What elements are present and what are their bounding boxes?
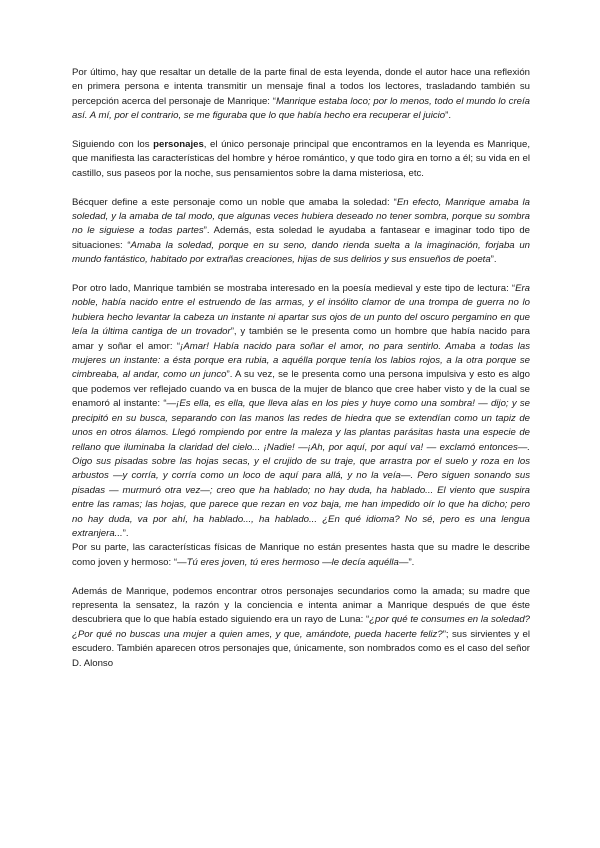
quotation-text: —¡Es ella, es ella, que lleva alas en los pies y huye como una sombra! — dijo; y se precipitó en su busca, separando con las manos las redes de hiedra que se extendían como un tapiz de unos en otros álamos. Llegó rompiendo por entre la maleza y las plantas parásitas hasta una especie de rellano que iluminaba la claridad del cielo... ¡Nadie! —¡Ah, por aquí, por aquí va! — exclamó entonces—. Oigo sus pisadas sobre las hojas secas, y el crujido de su traje, que arrastra por el suelo y roza en los arbustos —y corría, y corría como un loco de aquí para allá, y no la veía—. Pero siguen sonando sus pisadas — murmuró otra vez—; creo que ha hablado; no hay duda, ha hablado... El viento que suspira entre las ramas; las hojas, que parece que rezan en voz baja, me han impedido oír lo que ha dicho; pero no hay duda, va por ahí, ha hablado..., ha hablado... ¿En qué idioma? No sé, pero es una lengua extranjera... [72,398,530,539]
paragraph-text: ”. [490,254,497,266]
paragraph-text: Por su parte, las características físicas de Manrique no están presentes hasta que su madre le describe como joven y hermoso: “ [72,542,530,568]
quotation-text: En efecto, Manrique amaba la soledad, y la amaba de tal modo, que algunas veces hubiera deseado no tener sombra, porque su sombra no le siguiese a todas partes [72,196,531,237]
paragraph-text: ”. [445,110,451,122]
paragraph [72,282,530,541]
paragraph-text: ”. [408,556,415,568]
paragraph-text: ”, y también se le presenta como un hombre que había nacido para amar y soñar el amor: “ [72,326,531,352]
paragraph-text: ”; sus sirvientes y el escudero. También aparecen otros personajes que, únicamente, son nombrados como es el caso del señor D. Alonso [72,628,530,669]
paragraph-text: Por otro lado, Manrique también se mostraba interesado en la poesía medieval y este tipo de lectura: “ [72,283,516,295]
paragraph-text: Siguiendo con los [72,139,154,151]
paragraph-text: ”. A su vez, se le presenta como una persona impulsiva y esto es algo que podemos ver reflejado cuando va en busca de la mujer de blanco que cree haber visto y de la cual se enamoró al instante: “ [72,369,530,410]
quotation-text: ¡Amar! Había nacido para soñar el amor, no para sentirlo. Amaba a todas las mujeres un instante: a ésta porque era rubia, a aquélla porque tenía los labios rojos, a la otra porque se cimbreaba, al andar, como un junco [72,340,530,381]
paragraph [72,585,530,671]
quotation-text: Amaba la soledad, porque en su seno, dando rienda suelta a la imaginación, forjaba un mundo fantástico, habitado por extrañas creaciones, hijas de sus delirios y sus ensueños de poeta [72,239,530,266]
paragraph [72,196,530,268]
quotation-text: ¿por qué te consumes en la soledad? ¿Por qué no buscas una mujer a quien ames, y que, amándote, pueda hacerte feliz? [72,614,530,640]
paragraph [72,138,530,181]
quotation-text: Era noble, había nacido entre el estruendo de las armas, y el insólito clamor de una trompa de guerra no lo hubiera hecho levantar la cabeza un instante ni apartar sus ojos de un punto del oscuro pergamino en que leía la última cantiga de un trovador [72,283,530,338]
paragraph-text: Bécquer define a este personaje como un noble que amaba la soledad: “ [72,196,397,208]
bold-term: personajes [153,139,204,151]
paragraph-text: ”. Además, esta soledad le ayudaba a fantasear e imaginar todo tipo de situaciones: “ [72,225,531,251]
document-body [72,66,530,685]
paragraph [72,541,530,570]
paragraph-text: , el único personaje principal que encontramos en la leyenda es Manrique, que manifiesta las características del hombre y héroe romántico, y que todo gira en torno a él; su vida en el castillo, sus paseos por la noche, sus pensamientos sobre la dama misteriosa, etc. [72,139,530,179]
quotation-text: —Tú eres joven, tú eres hermoso —le decía aquélla— [177,556,409,568]
paragraph-text: Además de Manrique, podemos encontrar otros personajes secundarios como la amada; su madre que representa la sensatez, la razón y la conciencia e intenta animar a Manrique después de que éste descubriera que lo que había estado siguiendo era un rayo de Luna: “ [72,585,530,626]
paragraph-text: Por último, hay que resaltar un detalle de la parte final de esta leyenda, donde el autor hace una reflexión en primera persona e intenta transmitir un mensaje final a todos los lectores, trasladando también su percepción acerca del personaje de Manrique: “ [72,67,530,107]
paragraph-text: ”. [122,527,129,539]
quotation-text: Manrique estaba loco; por lo menos, todo el mundo lo creía así. A mí, por el contrario, se me figuraba que lo que había hecho era recuperar el juicio [72,95,530,122]
paragraph [72,66,530,124]
